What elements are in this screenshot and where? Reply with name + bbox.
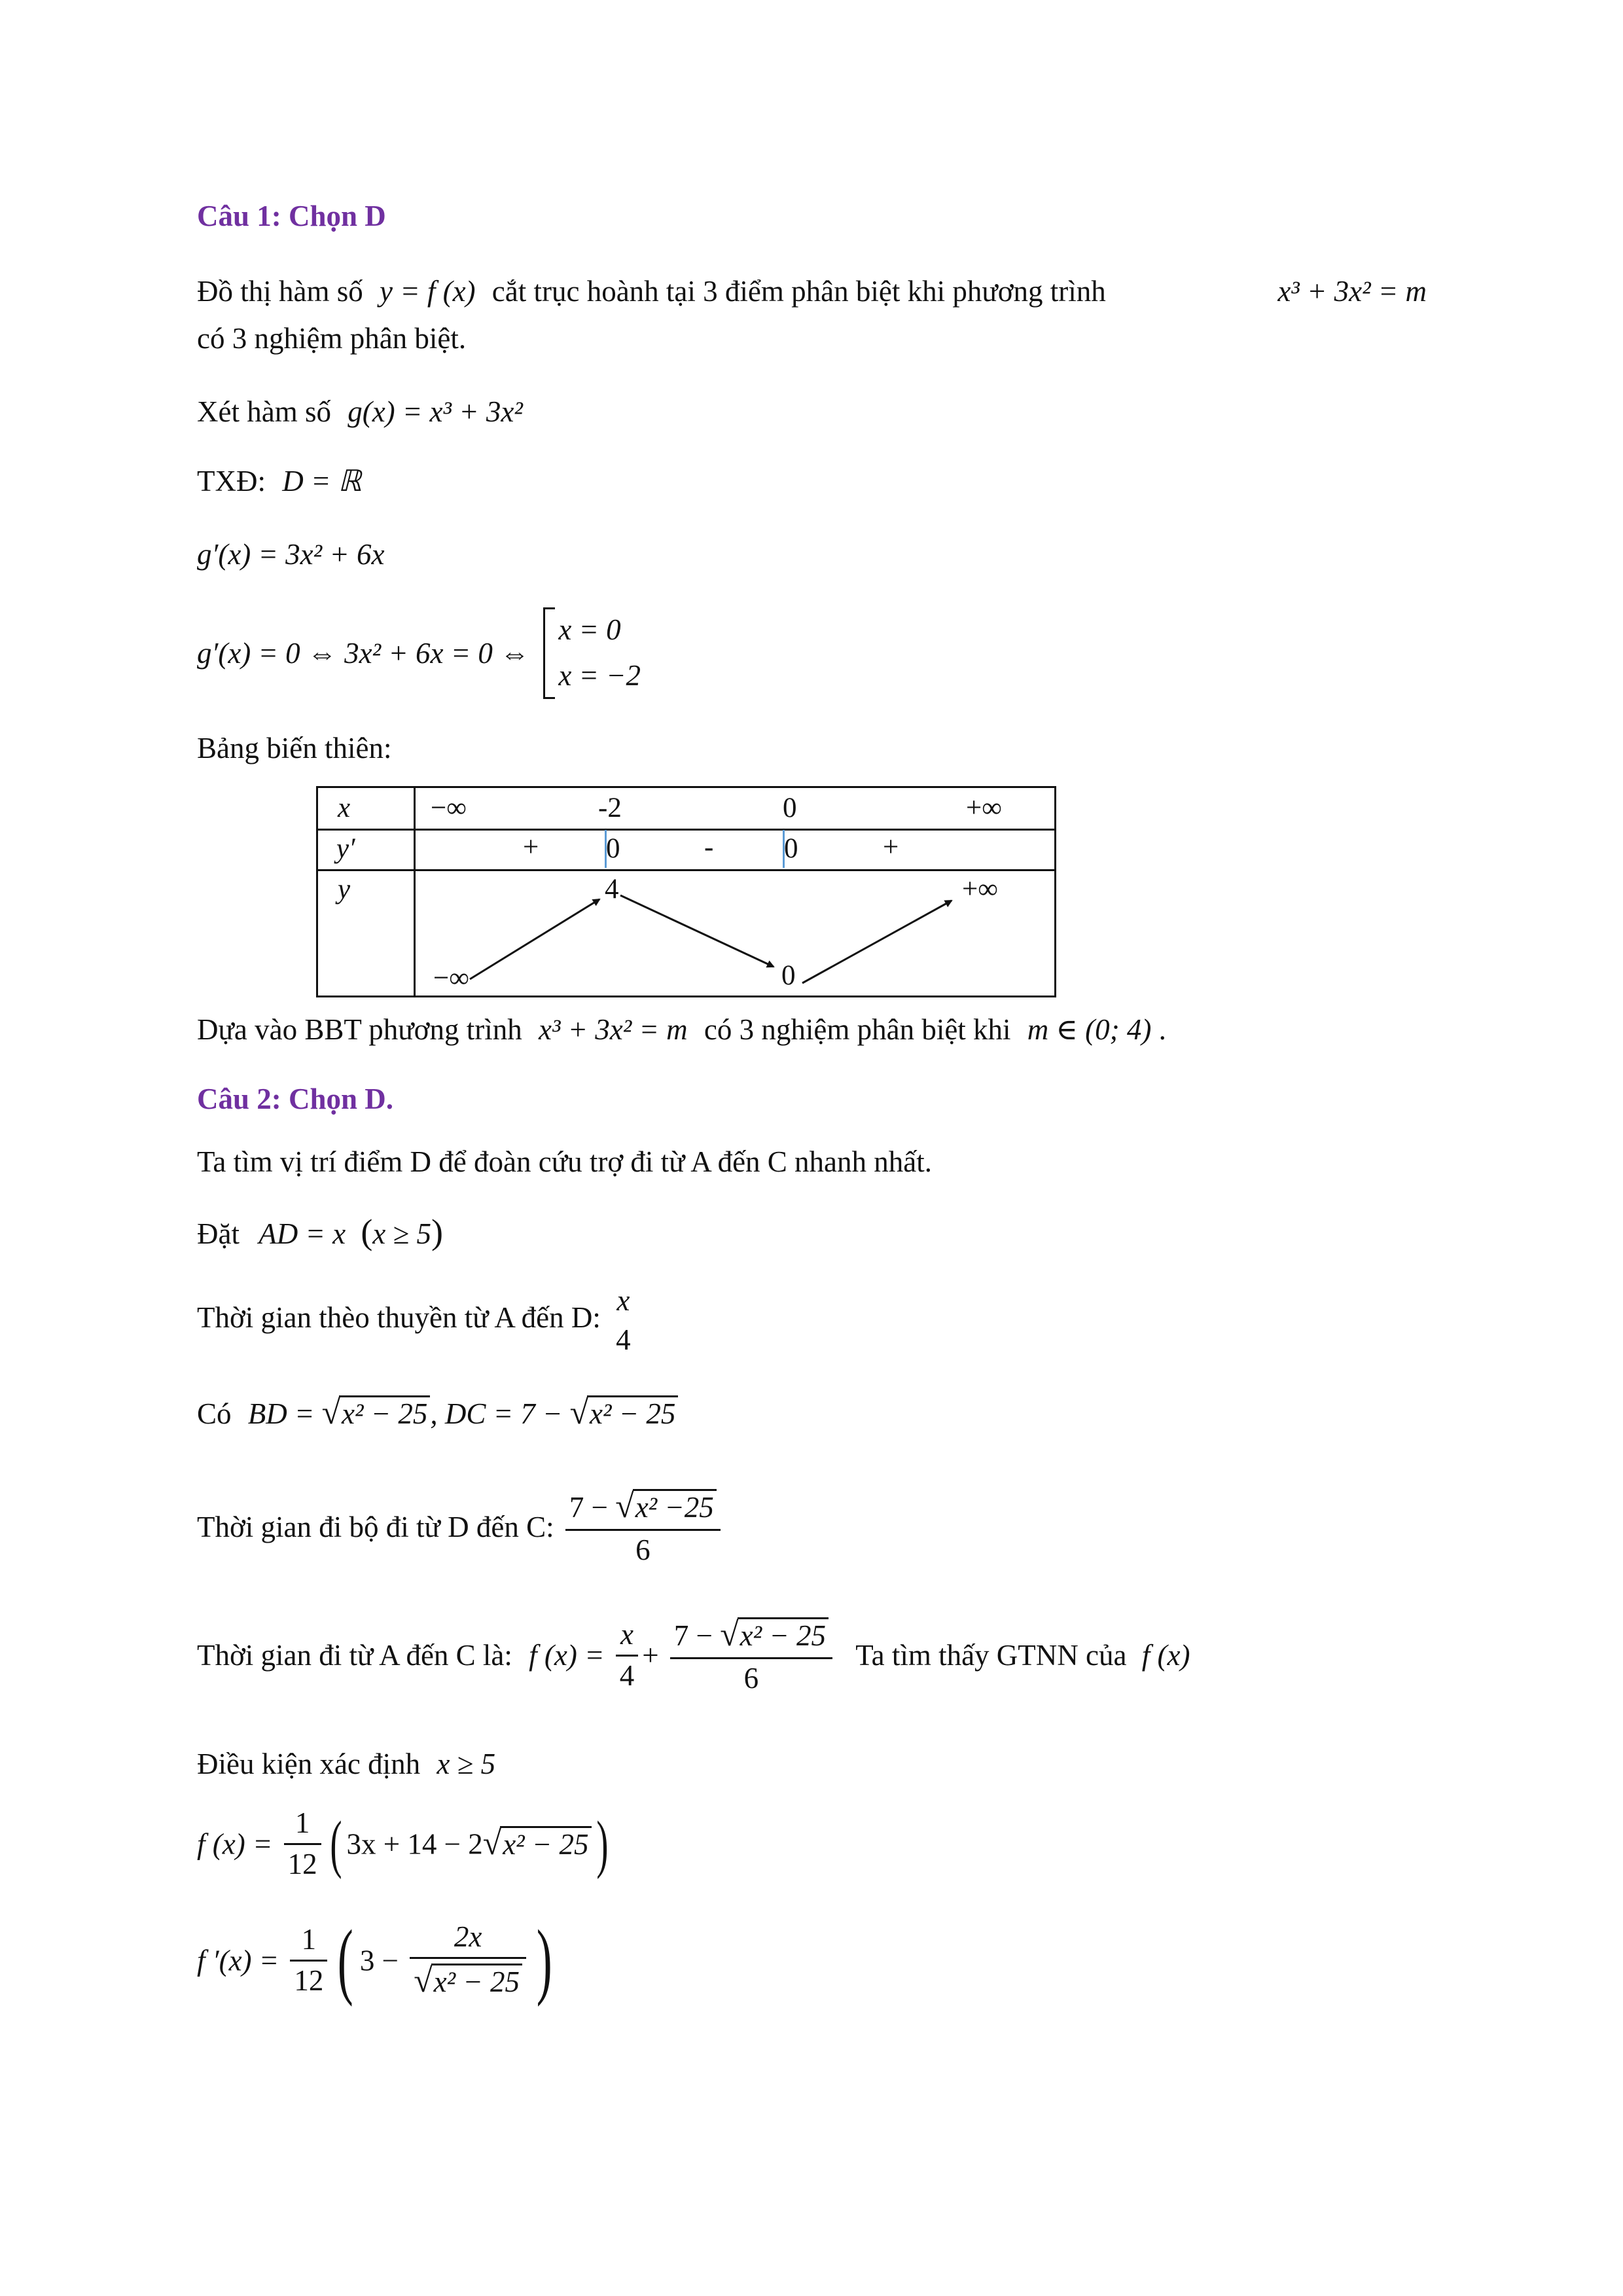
q1-consider-prefix: Xét hàm số [197, 395, 331, 428]
q1-crit-eq: g′(x) = 0 ⇔ 3x² + 6x = 0 ⇔ [197, 636, 530, 670]
row-label-y-prime: y′ [336, 833, 355, 864]
q1-conclusion-prefix: Dựa vào BBT phương trình [197, 1013, 522, 1046]
q2-have-bd: BD = [247, 1397, 315, 1430]
q2-total-frac-2: $\frac{\text{7 − √x² − 25}}{6}$ [670, 1615, 832, 1695]
variation-arrows [318, 788, 1054, 996]
q1-line-2: có 3 nghiệm phân biệt. [197, 322, 467, 355]
q1-domain-label: TXĐ: [197, 465, 266, 497]
question-1-heading: Câu 1: Chọn D [197, 200, 386, 232]
q1-conclusion-mid: có 3 nghiệm phân biệt khi [704, 1013, 1011, 1046]
q1-conclusion-eq: x³ + 3x² = m [538, 1013, 688, 1046]
q2-total-suffix-f: f (x) [1141, 1639, 1190, 1672]
x-value: -2 [598, 793, 622, 823]
q2-f-coef [284, 1806, 321, 1882]
q2-have-dc: , DC = 7 − [430, 1397, 563, 1430]
y-value-start: −∞ [433, 963, 469, 994]
q1-line1-eq: x³ + 3x² = m [1277, 275, 1427, 308]
q1-line-1 [197, 274, 1427, 309]
q2-walk-fraction: $\frac{\text{7 − √x² −25}}{6}$ [565, 1487, 721, 1567]
increase-arrow [802, 901, 952, 983]
q1-domain-eq: D = ℝ [282, 465, 362, 497]
q2-boat-den: 4 [616, 1323, 631, 1356]
q2-total-prefix: Thời gian đi từ A đến C là: [197, 1639, 512, 1672]
y-value-min: 0 [781, 960, 796, 991]
q2-fp-inner-radical: x² − 25 [431, 1964, 522, 2000]
row-label-y: y [338, 874, 351, 905]
q2-have-dc-radical: x² − 25 [587, 1395, 678, 1431]
q2-total-f1-den: 4 [619, 1659, 635, 1692]
q2-boat-num: x [616, 1284, 630, 1317]
q2-total-plus: + [642, 1639, 659, 1672]
q2-f-lhs: f (x) = [197, 1827, 273, 1861]
q2-fp-body: 3 − [359, 1944, 399, 1977]
q2-fp-inner-num: 2x [410, 1920, 526, 1959]
q2-total-lhs: f (x) = [529, 1639, 605, 1672]
q1-derivative: g′(x) = 3x² + 6x [197, 538, 385, 571]
q2-derivative: f ′(x) = $\frac{1}{12}$ ( 3 − $\frac{2x}{\text{√x² − 25}}$ ) [197, 1913, 552, 2007]
q2-intro: Ta tìm vị trí điểm D để đoàn cứu trợ đi từ A đến C nhanh nhất. [197, 1145, 933, 1178]
y-value-end: +∞ [962, 874, 998, 905]
x-value: −∞ [431, 793, 467, 823]
sign-value: 0 [784, 833, 798, 864]
q2-walk-num-a: 7 − [569, 1491, 609, 1524]
q2-total-f2-den: 6 [743, 1661, 759, 1695]
row-label-x: x [338, 793, 351, 823]
q2-distances: Có BD = √x² − 25, DC = 7 − √x² − 25 [197, 1393, 678, 1433]
q2-total-frac-1 [616, 1618, 639, 1693]
q1-crit-roots [543, 607, 641, 699]
increase-arrow [470, 899, 599, 979]
x-value: +∞ [966, 793, 1002, 823]
q2-fp-coef [290, 1923, 327, 1998]
q2-total-f2-num-a: 7 − [673, 1619, 713, 1652]
sign-value: 0 [606, 833, 620, 864]
q1-consider-eq: g(x) = x³ + 3x² [348, 395, 523, 428]
sign-value: - [704, 832, 714, 863]
q2-total-f1-num: x [616, 1618, 639, 1657]
q2-set-cond: x ≥ 5 [372, 1217, 431, 1250]
q1-root-1: x = −2 [558, 658, 641, 692]
q2-have-bd-radical: x² − 25 [339, 1395, 430, 1431]
q1-table-label: Bảng biến thiên: [197, 732, 392, 764]
q2-cond-eq: x ≥ 5 [437, 1748, 496, 1780]
q2-f-num: 1 [284, 1806, 321, 1845]
q1-conclusion-set: m ∈ (0; 4) [1027, 1013, 1152, 1046]
q2-condition [197, 1746, 495, 1782]
q1-conclusion [197, 1012, 1166, 1047]
q2-walk-time [197, 1487, 724, 1567]
q1-consider [197, 394, 523, 429]
q2-f-body: 3x + 14 − 2 [346, 1827, 483, 1861]
sign-value: + [883, 832, 899, 863]
q2-set-variable: Đặt AD = x (x ≥ 5) [197, 1212, 443, 1251]
q2-fp-num: 1 [290, 1923, 327, 1962]
q2-boat-prefix: Thời gian thèo thuyền từ A đến D: [197, 1301, 601, 1335]
q1-domain [197, 463, 361, 499]
q2-fp-inner-frac: $\frac{2x}{\text{√x² − 25}}$ [410, 1920, 526, 2000]
q1-critical-points [197, 607, 641, 699]
q2-f-radical: x² − 25 [500, 1826, 591, 1862]
q2-set-eq: AD = x [259, 1217, 346, 1250]
sign-value: + [523, 832, 539, 863]
x-value: 0 [783, 793, 797, 823]
q1-line1-prefix: Đồ thị hàm số [197, 275, 363, 308]
q1-conclusion-end: . [1158, 1013, 1166, 1046]
y-value-max: 4 [605, 874, 619, 905]
q2-walk-num-radical: x² −25 [633, 1489, 717, 1525]
q2-boat-time [197, 1284, 639, 1357]
q2-fp-den: 12 [294, 1964, 324, 1997]
q1-line1-func: y = f (x) [380, 275, 476, 308]
q2-fp-lhs: f ′(x) = [197, 1944, 279, 1977]
q2-boat-fraction [612, 1284, 635, 1357]
q2-function: f (x) = $\frac{1}{12}$ ( 3x + 14 − 2√x² − 25 ) [197, 1806, 609, 1880]
variation-table [316, 786, 1056, 997]
q1-root-0: x = 0 [558, 613, 621, 646]
q2-f-den: 12 [287, 1847, 317, 1880]
q2-total-suffix: Ta tìm thấy GTNN của [855, 1639, 1127, 1672]
q2-total-f2-num-radical: x² − 25 [738, 1617, 829, 1653]
q2-walk-den: 6 [635, 1533, 651, 1566]
question-2-heading: Câu 2: Chọn D. [197, 1083, 394, 1115]
q1-line1-mid: cắt trục hoành tại 3 điểm phân biệt khi phương trình [491, 275, 1106, 308]
q2-total-time [197, 1615, 1190, 1695]
q2-set-prefix: Đặt [197, 1217, 240, 1250]
q2-cond-prefix: Điều kiện xác định [197, 1748, 421, 1780]
decrease-arrow [620, 895, 774, 967]
q2-have-prefix: Có [197, 1397, 232, 1430]
q2-walk-prefix: Thời gian đi bộ đi từ D đến C: [197, 1511, 554, 1544]
